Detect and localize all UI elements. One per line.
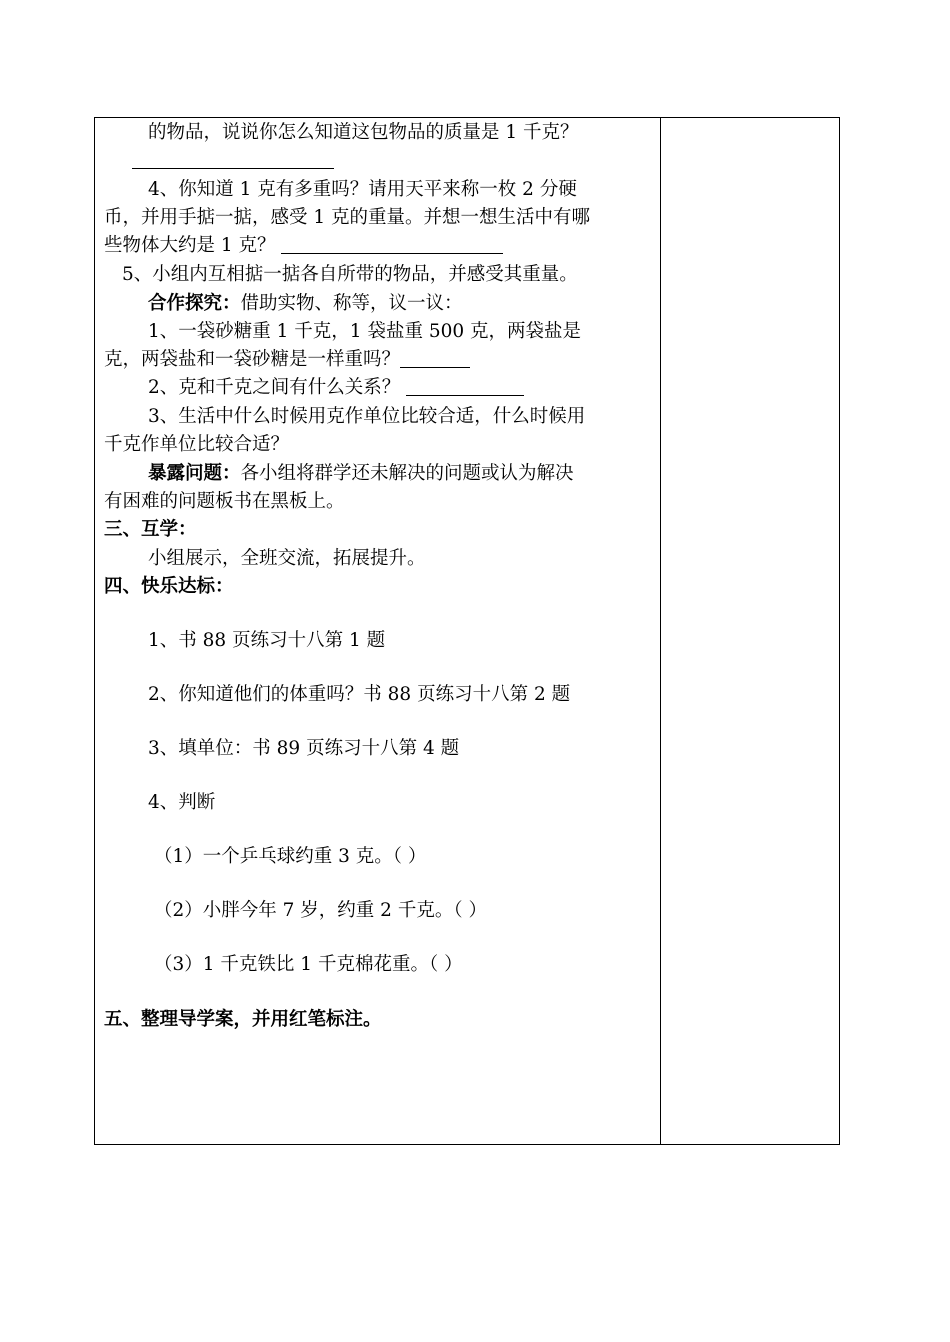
exercise-item: 3、填单位：书 89 页练习十八第 4 题 [148,738,460,759]
lesson-table [94,117,840,1145]
coop-question-1-line: 克，两袋盐和一袋砂糖是一样重吗？ [104,347,470,373]
judgement-item: （2）小胖今年 7 岁，约重 2 千克。（ ） [154,900,487,921]
coop-question-3-line: 千克作单位比较合适？ [104,434,290,455]
cooperation-line: 合作探究：借助实物、称等，议一议： [148,293,463,314]
question-4-line: 4、你知道 1 克有多重吗？请用天平来称一枚 2 分硬 [148,179,577,200]
answer-blank [132,148,334,174]
expose-line: 有困难的问题板书在黑板上。 [104,491,345,512]
column-divider [660,118,661,1144]
section-3-text: 小组展示，全班交流，拓展提升。 [148,548,426,569]
exercise-item: 2、你知道他们的体重吗？书 88 页练习十八第 2 题 [148,684,571,705]
judgement-item: （1）一个乒乓球约重 3 克。（ ） [154,846,427,867]
exercise-item: 1、书 88 页练习十八第 1 题 [148,630,386,651]
section-3-title: 三、互学： [104,519,197,540]
coop-question-1-line: 1、一袋砂糖重 1 千克，1 袋盐重 500 克，两袋盐是 [148,321,582,342]
expose-line: 暴露问题：各小组将群学还未解决的问题或认为解决 [148,463,574,484]
question-5-line: 5、小组内互相掂一掂各自所带的物品，并感受其重量。 [122,264,578,285]
paragraph-line: 的物品，说说你怎么知道这包物品的质量是 1 千克？ [148,122,579,143]
answer-blank [406,377,524,396]
section-4-title: 四、快乐达标： [104,576,234,597]
coop-question-3-line: 3、生活中什么时候用克作单位比较合适，什么时候用 [148,406,586,427]
expose-heading: 暴露问题： [148,463,241,484]
section-5-title: 五、整理导学案，并用红笔标注。 [104,1009,382,1030]
coop-question-2-line: 2、克和千克之间有什么关系？ [148,375,524,401]
answer-blank [400,349,470,368]
judgement-item: （3）1 千克铁比 1 千克棉花重。（ ） [154,954,463,975]
question-4-line: 些物体大约是 1 克？ [104,233,503,259]
question-4-line: 币，并用手掂一掂，感受 1 克的重量。并想一想生活中有哪 [104,207,591,228]
answer-blank [281,235,503,254]
exercise-item: 4、判断 [148,792,216,813]
cooperation-heading: 合作探究： [148,293,241,314]
